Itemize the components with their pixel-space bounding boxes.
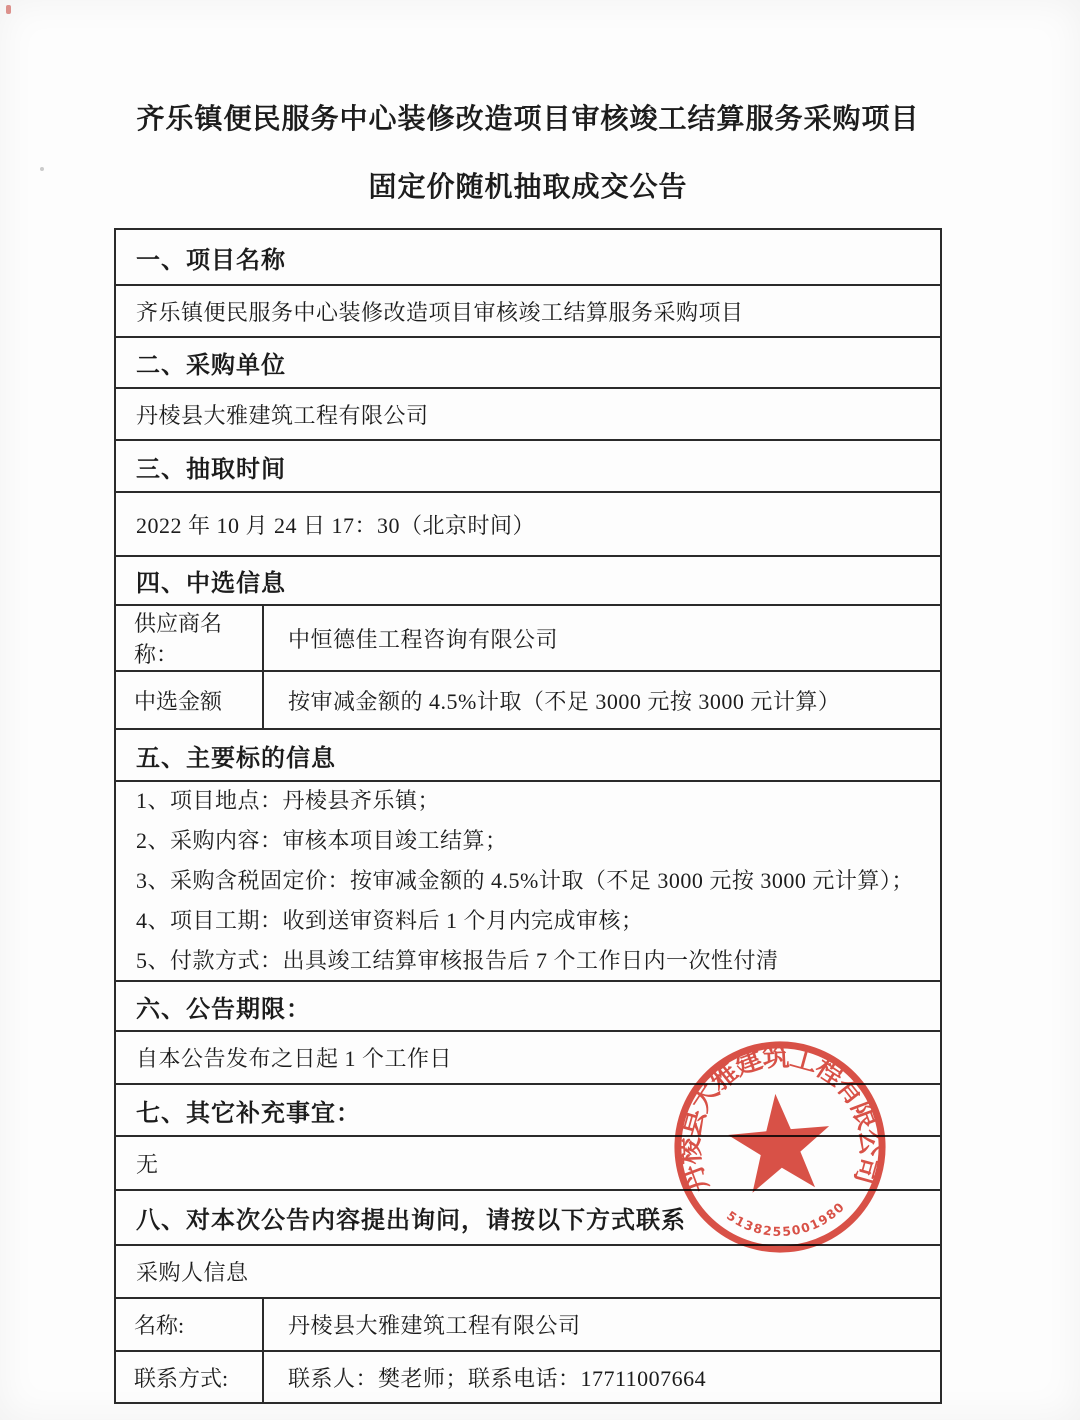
seal-company-text: 丹棱县大雅建筑工程有限公司	[674, 1041, 886, 1197]
purchaser-contact-label: 联系方式:	[116, 1352, 264, 1402]
purchaser-contact-row	[116, 1352, 940, 1402]
subject-item-payment: 5、付款方式：出具竣工结算审核报告后 7 个工作日内一次性付清	[136, 948, 779, 974]
seal-star-icon	[725, 1089, 834, 1194]
selected-amount-value: 按审减金额的 4.5%计取（不足 3000 元按 3000 元计算）	[288, 688, 841, 714]
section6-announcement-period: 自本公告发布之日起 1 个工作日	[116, 1032, 940, 1085]
section4-header: 四、中选信息	[116, 557, 940, 606]
subject-item-fixed-price: 3、采购含税固定价：按审减金额的 4.5%计取（不足 3000 元按 3000 元计算）；	[136, 868, 914, 894]
selected-amount-row	[116, 672, 940, 730]
subject-item-duration: 4、项目工期：收到送审资料后 1 个月内完成审核；	[136, 908, 644, 934]
supplier-row	[116, 606, 940, 672]
section6-header: 六、公告期限：	[116, 982, 940, 1032]
scan-speck-gray	[40, 167, 44, 171]
section3-draw-time: 2022 年 10 月 24 日 17：30（北京时间）	[116, 493, 940, 557]
section7-header: 七、其它补充事宜：	[116, 1085, 940, 1137]
purchaser-name-label: 名称:	[116, 1299, 264, 1350]
section2-purchasing-unit: 丹棱县大雅建筑工程有限公司	[116, 389, 940, 441]
seal-number-text: 5138255001980	[724, 1199, 848, 1240]
section5-header: 五、主要标的信息	[116, 730, 940, 782]
supplier-label: 供应商名称：	[116, 606, 264, 670]
section1-header: 一、项目名称	[116, 230, 940, 286]
purchaser-name-row	[116, 1299, 940, 1352]
document-title-line2: 固定价随机抽取成交公告	[368, 171, 688, 203]
section3-header: 三、抽取时间	[116, 441, 940, 493]
purchaser-contact-value: 联系人：樊老师；联系电话：17711007664	[288, 1365, 707, 1391]
company-seal-stamp	[654, 1020, 906, 1273]
document-title-line1: 齐乐镇便民服务中心装修改造项目审核竣工结算服务采购项目	[136, 104, 920, 135]
selected-amount-label: 中选金额	[116, 672, 264, 728]
section2-header: 二、采购单位	[116, 338, 940, 389]
purchaser-info-subheader: 采购人信息	[116, 1246, 940, 1299]
supplier-value: 中恒德佳工程咨询有限公司	[288, 626, 559, 652]
section7-other-matters: 无	[116, 1137, 940, 1191]
subject-item-location: 1、项目地点：丹棱县齐乐镇；	[136, 788, 441, 814]
section1-project-name: 齐乐镇便民服务中心装修改造项目审核竣工结算服务采购项目	[116, 286, 940, 338]
section8-header: 八、对本次公告内容提出询问，请按以下方式联系	[116, 1191, 940, 1246]
purchaser-name-value: 丹棱县大雅建筑工程有限公司	[288, 1313, 581, 1339]
section5-main-subject-info	[116, 782, 940, 982]
subject-item-content: 2、采购内容：审核本项目竣工结算；	[136, 828, 508, 854]
scan-speck-red	[6, 5, 11, 14]
